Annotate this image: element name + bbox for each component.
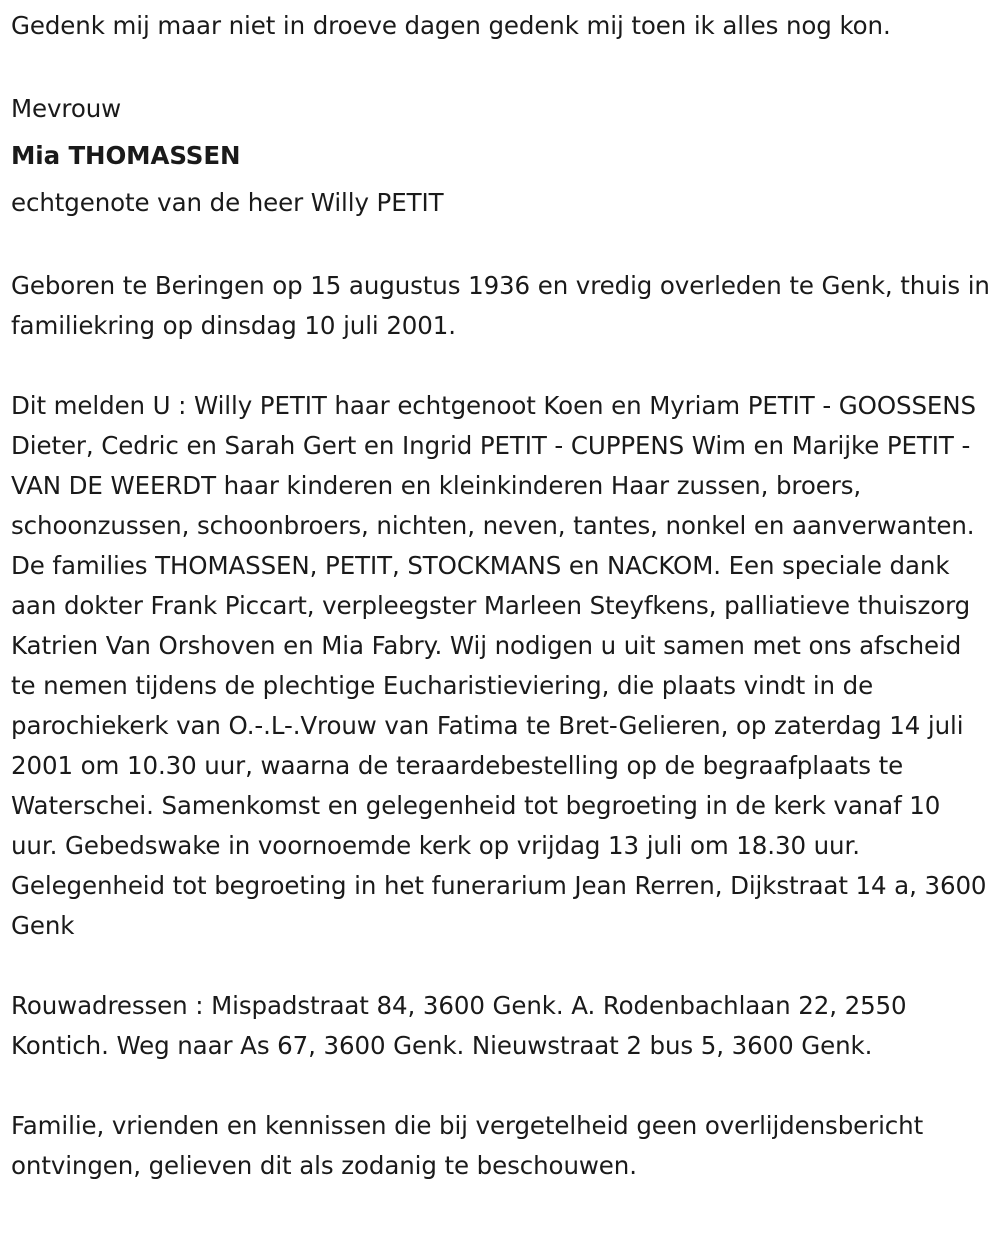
closing-paragraph: Familie, vrienden en kennissen die bij vergetelheid geen overlijdensbericht ontvingen, gelieven dit als zodanig te beschouwen. [11,1111,924,1180]
spacer [11,946,990,986]
spacer [11,226,990,266]
spouse-line: echtgenote van de heer Willy PETIT [11,188,444,217]
salutation-text: Mevrouw [11,94,122,123]
spacer [11,1066,990,1106]
spacer [11,346,990,386]
deceased-name: Mia THOMASSEN [11,141,241,170]
spacer [11,46,990,86]
announcement-paragraph: Dit melden U : Willy PETIT haar echtgenoot Koen en Myriam PETIT - GOOSSENS Dieter, Cedric en Sarah Gert en Ingrid PETIT - CUPPENS Wim en Marijke PETIT - VAN DE WEERDT haar kinderen en kleinkinderen Haar zussen, broers, schoonzussen, schoonbroers, nichten, neven, tantes, nonkel en aanverwanten. De families THOMASSEN, PETIT, STOCKMANS en NACKOM. Een speciale dank aan dokter Frank Piccart, verpleegster Marleen Steyfkens, palliatieve thuiszorg Katrien Van Orshoven en Mia Fabry. Wij nodigen u uit samen met ons afscheid te nemen tijdens de plechtige Eucharistieviering, die plaats vindt in de parochiekerk van O.-.L-.Vrouw van Fatima te Bret-Gelieren, op zaterdag 14 juli 2001 om 10.30 uur, waarna de teraardebestelling op de begraafplaats te Waterschei. Samenkomst en gelegenheid tot begroeting in de kerk vanaf 10 uur. Gebedswake in voornoemde kerk op vrijdag 13 juli om 18.30 uur. Gelegenheid tot begroeting in het funerarium Jean Rerren, Dijkstraat 14 a, 3600 Genk [11,391,987,940]
addresses-paragraph: Rouwadressen : Mispadstraat 84, 3600 Genk. A. Rodenbachlaan 22, 2550 Kontich. Weg naar As 67, 3600 Genk. Nieuwstraat 2 bus 5, 3600 Genk. [11,991,907,1060]
motto-text: Gedenk mij maar niet in droeve dagen gedenk mij toen ik alles nog kon. [11,11,891,40]
birth-death-paragraph: Geboren te Beringen op 15 augustus 1936 en vredig overleden te Genk, thuis in familiekring op dinsdag 10 juli 2001. [11,271,990,340]
